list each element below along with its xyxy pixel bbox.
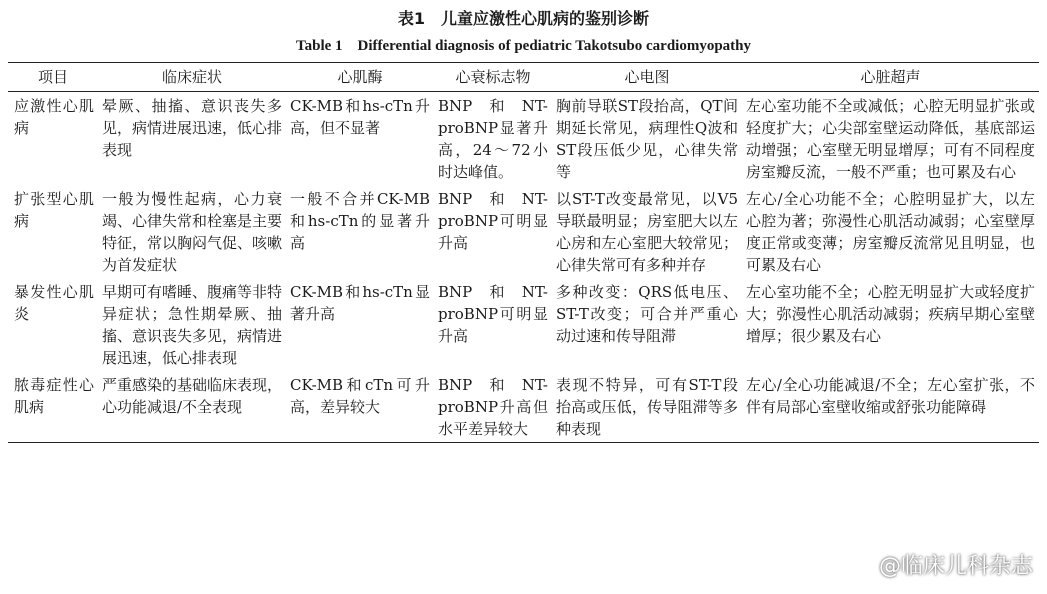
table-row: [8, 92, 1039, 186]
table-caption-english: Table 1 Differential diagnosis of pediatric Takotsubo cardiomyopathy: [295, 38, 752, 54]
header-myocardial-enzymes: 心肌酶: [286, 63, 434, 92]
watermark-text: @临床儿科杂志: [878, 553, 1033, 579]
header-item: 项目: [8, 63, 98, 92]
cell-echocardiography: 左心室功能不全或减低；心腔无明显扩张或轻度扩大；心尖部室壁运动降低，基底部运动增强；心室壁无明显增厚；可有不同程度房室瓣反流，一般不严重；也可累及右心: [746, 97, 1035, 181]
table-row: [8, 278, 1039, 371]
header-clinical-symptoms: 临床症状: [98, 63, 286, 92]
header-echocardiography: 心脏超声: [742, 63, 1039, 92]
cell-heart-failure-markers: BNP和NT-proBNP可明显升高: [438, 283, 548, 345]
cell-heart-failure-markers: BNP和NT-proBNP显著升高，24～72小时达峰值。: [438, 97, 548, 181]
cell-myocardial-enzymes: 一般不合并CK-MB和hs-cTn的显著升高: [290, 190, 430, 252]
cell-clinical-symptoms: 晕厥、抽搐、意识丧失多见，病情进展迅速，低心排表现: [102, 97, 283, 159]
header-ecg: 心电图: [552, 63, 742, 92]
cell-disease-name: 暴发性心肌炎: [14, 283, 94, 323]
cell-echocardiography: 左心/全心功能减退/不全；左心室扩张，不伴有局部心室壁收缩或舒张功能障碍: [742, 371, 1039, 443]
cell-echocardiography: 左心/全心功能不全；心腔明显扩大，以左心腔为著；弥漫性心肌活动减弱；心室壁厚度正常或变薄；房室瓣反流常见且明显，也可累及右心: [746, 190, 1035, 274]
table-caption-chinese: 表1 儿童应激性心肌病的鉴别诊断: [397, 9, 650, 28]
cell-disease-name: 脓毒症性心肌病: [8, 371, 98, 443]
cell-ecg: 多种改变：QRS低电压、ST-T改变；可合并严重心动过速和传导阻滞: [556, 283, 738, 345]
cell-heart-failure-markers: BNP和NT-proBNP升高但水平差异较大: [434, 371, 552, 443]
cell-ecg: 以ST-T改变最常见，以V5导联最明显；房室肥大以左心房和左心室肥大较常见；心律失常可有多种并存: [556, 190, 738, 274]
cell-myocardial-enzymes: CK-MB和hs-cTn显著升高: [290, 283, 430, 323]
differential-diagnosis-table: [8, 62, 1039, 443]
weibo-icon: [845, 548, 875, 580]
cell-myocardial-enzymes: CK-MB和hs-cTn升高，但不显著: [290, 97, 430, 137]
cell-ecg: 胸前导联ST段抬高，QT间期延长常见，病理性Q波和ST段压低少见，心律失常等: [556, 97, 738, 181]
cell-clinical-symptoms: 早期可有嗜睡、腹痛等非特异症状；急性期晕厥、抽搐、意识丧失多见，病情进展迅速，低心排表现: [102, 283, 283, 367]
cell-ecg: 表现不特异，可有ST-T段抬高或压低，传导阻滞等多种表现: [552, 371, 742, 443]
table-header-row: [8, 63, 1039, 92]
cell-disease-name: 扩张型心肌病: [14, 190, 94, 230]
cell-myocardial-enzymes: CK-MB和cTn可升高，差异较大: [286, 371, 434, 443]
table-row: [8, 371, 1039, 443]
header-heart-failure-markers: 心衰标志物: [434, 63, 552, 92]
cell-disease-name: 应激性心肌病: [14, 97, 94, 137]
cell-heart-failure-markers: BNP和NT-proBNP可明显升高: [438, 190, 548, 252]
cell-clinical-symptoms: 一般为慢性起病，心力衰竭、心律失常和栓塞是主要特征，常以胸闷气促、咳嗽为首发症状: [102, 190, 283, 274]
watermark: [845, 548, 1033, 580]
cell-clinical-symptoms: 严重感染的基础临床表现，心功能减退/不全表现: [98, 371, 286, 443]
cell-echocardiography: 左心室功能不全；心腔无明显扩大或轻度扩大；弥漫性心肌活动减弱；疾病早期心室壁增厚；很少累及右心: [746, 283, 1035, 345]
table-row: [8, 185, 1039, 278]
